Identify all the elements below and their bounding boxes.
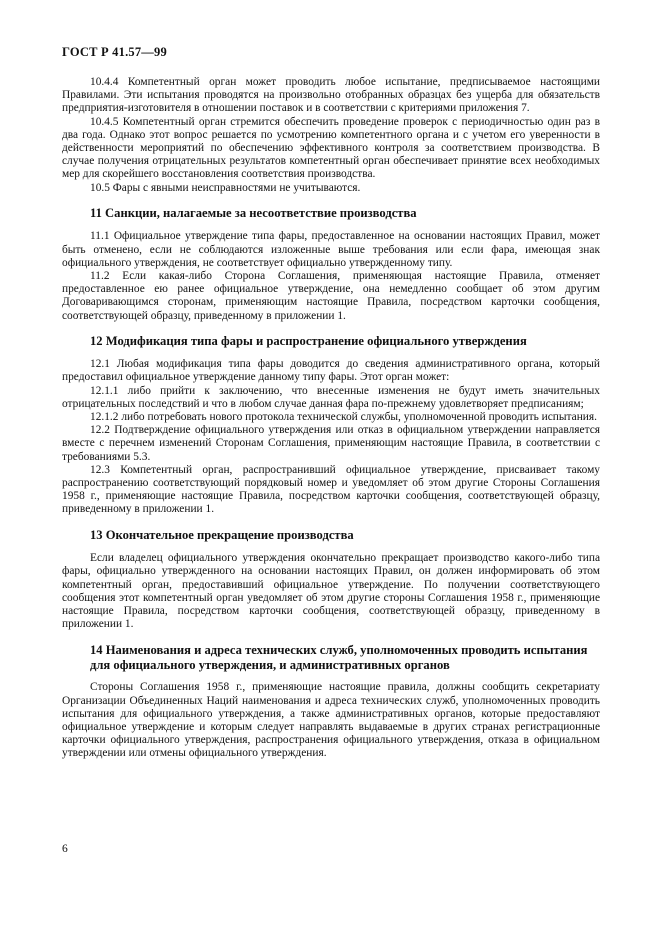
document-body — [62, 76, 600, 761]
paragraph-10-4-4: 10.4.4 Компетентный орган может проводить любое испытание, предписываемое настоящими Правилами. Эти испытания проводятся на произвольно отобранных образцах без ущерба для обязательств предприятия-изготовителя в отношении поставок и в соответствии с критериями приложения 7. — [62, 76, 600, 115]
document-code-header: ГОСТ Р 41.57—99 — [62, 45, 167, 59]
section-11-heading: 11 Санкции, налагаемые за несоответствие производства — [90, 205, 417, 220]
paragraph-11-1: 11.1 Официальное утверждение типа фары, предоставленное на основании настоящих Правил, может быть отменено, если не соблюдаются изложенные выше требования или если фара, имеющая знак официального утверждения, не соответствует официально утвержденному типу. — [62, 230, 600, 269]
paragraph-12-1-1: 12.1.1 либо прийти к заключению, что внесенные изменения не будут иметь значительных отрицательных последствий и что в любом случае данная фара по-прежнему удовлетворяет предписаниям; — [62, 384, 600, 410]
paragraph-11-2: 11.2 Если какая-либо Сторона Соглашения, применяющая настоящие Правила, отменяет предоставленное ею ранее официальное утверждение, она немедленно сообщает об этом другим Договаривающимся сторонам, применяющим настоящие Правила, посредством карточки сообщения, соответствующей образцу, приведенному в приложении 1. — [62, 269, 600, 322]
section-12-heading: 12 Модификация типа фары и распространение официального утверждения — [90, 333, 527, 348]
paragraph-12-1: 12.1 Любая модификация типа фары доводится до сведения административного органа, который предоставил официальное утверждение данному типу фары. Этот орган может: — [62, 358, 600, 384]
paragraph-12-1-2: 12.1.2 либо потребовать нового протокола технической службы, уполномоченной проводить испытания. — [90, 411, 597, 424]
page-number: 6 — [62, 843, 68, 855]
paragraph-14: Стороны Соглашения 1958 г., применяющие настоящие правила, должны сообщить секретариату Организации Объединенных Наций наименования и адреса технических служб, уполномоченных проводить испытания для официального утверждения, а также административных органов, которые предоставляют официальное утверждение и которым следует направлять выдаваемые в других странах регистрационные карточки официального утверждения, распространения официального утверждения, отказа в официальном утверждении или отмены официального утверждения. — [62, 681, 600, 760]
section-14-heading: 14 Наименования и адреса технических служб, уполномоченных проводить испытания для официального утверждения, и административных органов — [90, 643, 588, 672]
paragraph-10-5: 10.5 Фары с явными неисправностями не учитываются. — [90, 181, 361, 194]
paragraph-13: Если владелец официального утверждения окончательно прекращает производство какого-либо типа фары, официально утвержденного на основании настоящих Правил, он должен информировать об этом компетентный орган, предоставивший официальное утверждение. По получении соответствующего сообщения этот компетентный орган уведомляет об этом другие стороны Соглашения 1958 г., применяющие настоящие Правила, посредством карточки сообщения, соответствующей образцу, приведенному в приложении 1. — [62, 552, 600, 631]
paragraph-12-2: 12.2 Подтверждение официального утверждения или отказ в официальном утверждении направляется вместе с перечнем изменений Сторонам Соглашения, применяющим настоящие Правила, в соответствии с требованиями 5.3. — [62, 424, 600, 463]
paragraph-12-3: 12.3 Компетентный орган, распространивший официальное утверждение, присваивает такому распространению соответствующий порядковый номер и уведомляет об этом другие Стороны Соглашения 1958 г., применяющие настоящие Правила, посредством карточки сообщения, соответствующей образцу, приведенному в приложении 1. — [62, 463, 600, 516]
section-13-heading: 13 Окончательное прекращение производства — [90, 527, 354, 542]
paragraph-10-4-5: 10.4.5 Компетентный орган стремится обеспечить проведение проверок с периодичностью один раз в два года. Однако этот вопрос решается по усмотрению компетентного органа и с учетом его уверенности в действенности мероприятий по обеспечению эффективного контроля за соответствием производства. В случае получения отрицательных результатов компетентный орган обеспечивает принятие всех необходимых мер для скорейшего восстановления соответствия производства. — [62, 115, 600, 181]
